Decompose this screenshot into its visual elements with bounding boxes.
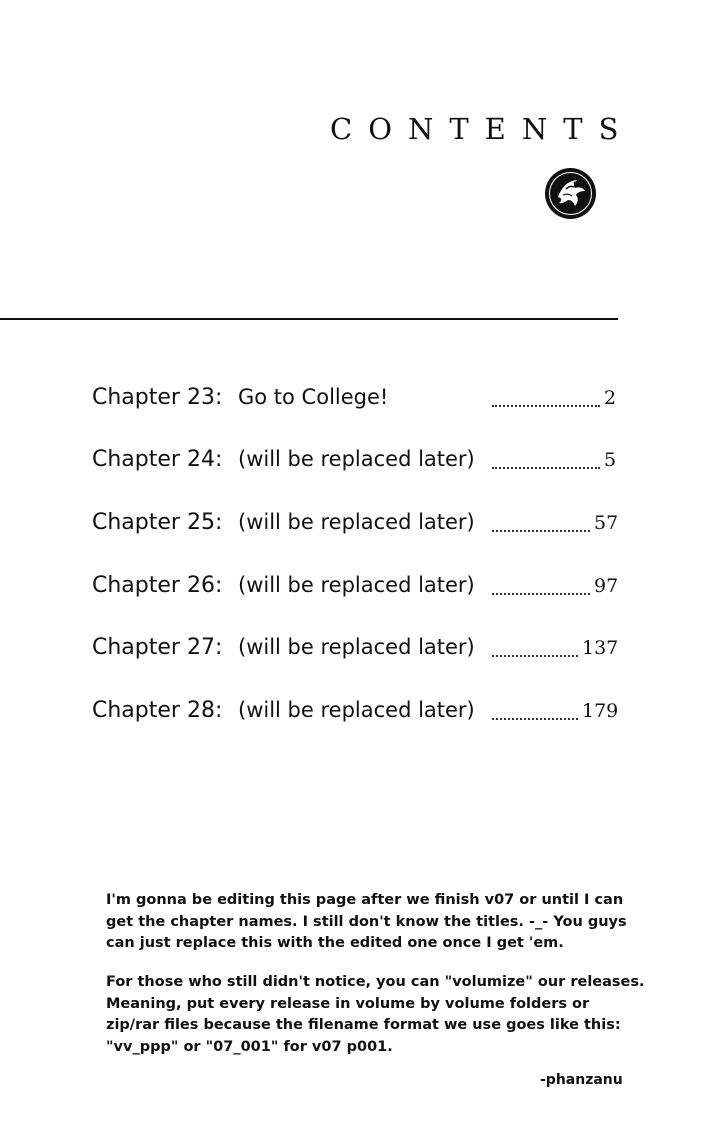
toc-chapter-title: (will be replaced later) [238,573,475,597]
signature: -phanzanu [540,1072,623,1088]
toc-page-number: 57 [594,512,619,534]
leader-dots [492,465,600,469]
leader-dots [492,591,590,595]
toc-chapter-label: Chapter 27: [92,635,223,660]
toc-chapter-title: (will be replaced later) [238,698,475,722]
toc-chapter-label: Chapter 26: [92,573,223,598]
toc-row[interactable] [0,635,728,675]
leader-dots [492,403,600,407]
toc-page-number: 179 [582,700,619,722]
toc-chapter-title: (will be replaced later) [238,447,475,471]
toc-chapter-label: Chapter 23: [92,385,223,410]
toc-chapter-label: Chapter 28: [92,698,223,723]
toc-row[interactable] [0,447,728,487]
toc-chapter-title: Go to College! [238,385,389,409]
toc-chapter-title: (will be replaced later) [238,635,475,659]
toc-chapter-label: Chapter 24: [92,447,223,472]
leader-dots [492,528,590,532]
toc-row[interactable] [0,698,728,738]
toc-row[interactable] [0,385,728,425]
leader-dots [492,716,578,720]
toc-row[interactable] [0,573,728,613]
editor-note-paragraph: I'm gonna be editing this page after we finish v07 or until I can get the chapter names. I still don't know the titles. -_- You guys can just replace this with the edited one once I get 'em. [106,892,627,951]
toc-page-number: 97 [594,575,619,597]
toc-page-number: 5 [604,449,617,471]
divider-line [0,318,618,320]
volumize-note-paragraph: For those who still didn't notice, you can "volumize" our releases. Meaning, put every release in volume by volume folders or zip/rar files because the filename format we use goes like this: "vv_ppp" or "07_001" for v07 p001. [106,974,645,1055]
crane-crest-icon [544,167,597,220]
toc-row[interactable] [0,510,728,550]
toc-chapter-title: (will be replaced later) [238,510,475,534]
page-title: CONTENTS [330,112,635,146]
leader-dots [492,653,578,657]
toc-chapter-label: Chapter 25: [92,510,223,535]
toc-page-number: 2 [604,387,617,409]
toc-page-number: 137 [582,637,619,659]
